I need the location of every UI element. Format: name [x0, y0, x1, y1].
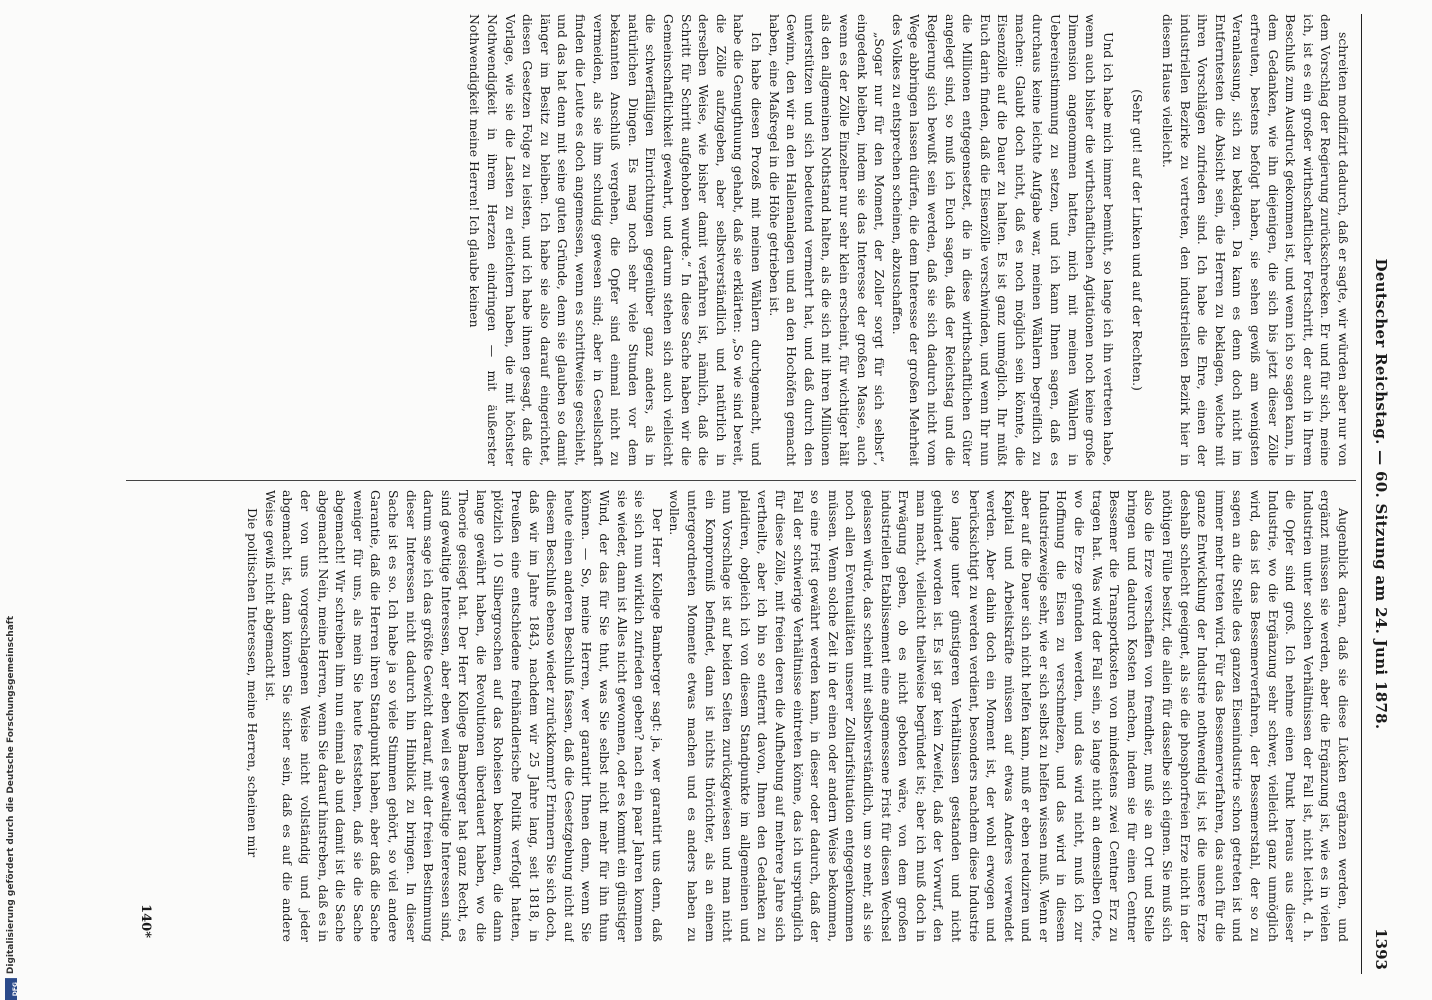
paragraph: Augenblick daran, daß sie diese Lücken ergänzen werden, und ergänzt müssen sie werden, aber die Ergänzung ist, wie es in vielen Industrien unter solchen Verhältnissen der Fall ist, nicht leicht, d. h. die Opfer sind groß. Ich nehme einen Punkt heraus aus dieser Industrie, wo die Ergänzung sehr schwer, vielleicht ganz unmöglich wird, das ist das Bessemerverfahren, der Bessemerstahl, der so zu sagen an die Stelle des ganzen Eisenindustrie schon getreten ist und immer mehr treten wird. Für das Bessemerverfahren, das auch für die ganze Entwicklung der Industrie nothwendig ist, ist die unsere Erze deshalb schlecht geeignet, als sie die phosphorfreien Erze nicht in der nöthigen Fülle besitzt, die allein für dasselbe sich eignen. Sie muß sich also die Erze verschaffen von fremdher, muß sie an Ort und Stelle bringen und dadurch Kosten machen, indem sie für einen Centner Bessemer die Transportkosten von mindestens zwei Centner Erz zu tragen hat. Was wird der Fall sein, so lange nicht an demselben Orte, wo die Erze gefunden werden, und das wird nicht, muß ich zur Hoffnung die Eisen zu verschmelzen, und das wird in diesem Industriezweige sehr, wie er sich selbst zu helfen wissen muß. Wenn er aber auf die Dauer sich nicht helfen kann, muß er eben reduziren und Kapital und Arbeitskräfte müssen auf etwas Anderes verwendet werden. Aber dahin doch ein Moment ist, der wohl erwogen und berücksichtigt zu werden verdient, besonders nachdem diese Industrie so lange unter günstigeren Verhältnissen gestanden und nicht gehindert worden ist. Es ist gar kein Zweifel, daß der Vorwurf, den man macht, vielleicht theilweise begründet ist; aber ich muß doch in Erwägung geben, ob es nicht geboten wäre, von dem großen industriellen Etablissement eine angemessene Frist für diesen Wechsel gelassen würde, das scheint mit selbstverständlich, um so mehr, als sie noch allen Eventualitäten unserer Zolltarifsituation entgegenkommen müssen. Wenn solche Zeit in der einen oder andern Weise bekommen, so eine Frist gewährt werden kann, in dieser oder dadurch, daß der Fall der schwierige Verhältnisse eintreten könne, das ich ursprünglich für diese Zölle, mit freien deren die Aufhebung auf mehrere Jahre sich vertheilte, aber ich bin so entfernt davon, Ihnen den Gedanken zu plaidiren, obgleich ich von diesem Standpunkte im allgemeinen und nun Vorschlage ist auf beiden Seiten zurückgewiesen und man nicht ein Kompromiß befindet, dann ist nichts thörichter, als an einem untergeordneten Momente etwas machen und es anders haben zu wollen.	[667, 490, 1351, 942]
paragraph: „Sogar nur für den Moment, der Zoller sorgt für sich selbst“, eingedenk bleiben, indem sie das Interesse der großen Masse, auch wenn es der Zölle Einzelner nur sehr klein erscheint, für wichtiger hält als den allgemeinen Nothstand halten, als die sich mit ihren Millionen unterstützen und sich bedeutend vermehrt hat, und daß durch den Gewinn, den wir an den Hallenanlagen und an den Hochöfen gemacht haben, eine Maßregel in die Höhe getrieben ist.	[766, 14, 888, 466]
page-header	[1361, 14, 1396, 974]
right-column	[132, 490, 1352, 942]
paragraph: Und ich habe mich immer bemüht, so lange ich ihn vertreten habe, wenn auch bisher die wirthschaftlichen Agitationen noch keine große Dimension angenommen hatten, mich mit meinen Wählern in Uebereinstimmung zu setzen, und ich kann Ihnen sagen, daß es durchaus keine leichte Aufgabe war, meinen Wählern begreiflich zu machen: Glaubt doch nicht, daß es noch möglich sein könnte, die Eisenzölle auf die Dauer zu halten. Es ist ganz unmöglich. Ihr müßt Euch darin finden, daß die Eisenzölle verschwinden, und wenn Ihr nun die Millionen entgegensetzet, die in diese wirthschaftlichen Güter angelegt sind, so muß ich Euch sagen, daß der Reichstag und die Regierung sich bewußt sein werden, daß sie sich dadurch nicht vom Wege abbringen lassen dürfen, die dem Interesse der großen Mehrheit des Volkes zu entsprechen scheinen, abzuschaffen.	[889, 14, 1116, 466]
digitization-footer	[0, 0, 22, 1000]
sheet-signature: 140*	[138, 904, 153, 938]
paragraph: Ich habe diesen Prozeß mit meinen Wählern durchgemacht, und habe die Genugthuung gehabt, daß sie erklärten: „So wie sind bereit, die Zölle aufzugeben, aber selbstverständlich und natürlich in derselben Weise, wie bisher damit verfahren ist, nämlich, daß die Schritt für Schritt aufgehoben wurde.“ In diese Sache haben wir die Gemeinschaftlichkeit gewahrt, und darum stehen sich auch vielleicht die schwerfälligen Einrichtungen gegenüber ganz anders, als in natürlichen Dingen. Es mag noch sehr viele Stunden vor dem bekannten Anschluß vergehen, die Opfer sind einmal nicht zu vermeiden, als sie ihm schuldig gewesen sind; aber in Gesellschaft finden die Leute es doch angemessen, wenn es schrittweise geschieht, und das hat denn mit seine guten Gründe, denn sie glauben so damit länger im Besitz zu bleiben. Ich habe sie also darauf eingerichtet, diesen Gesetzen Folge zu leisten, und ich habe ihnen gesagt, daß die Vorlage, wie sie die Lasten zu erleichtern haben, die mit höchster Nothwendigkeit in ihrem Herzen eindringen — mit äußerster Nothwendigkeit meine Herren! Ich glaube keinen	[467, 14, 764, 466]
dfg-logo: DFG	[5, 978, 17, 1000]
paragraph: Die politischen Interessen, meine Herren, scheinen mir	[245, 508, 261, 858]
paragraph: Der Herr Kollege Bamberger sagt: ja, wer garantirt uns denn, daß sie sich nun wirklich zufrieden geben? nach ein paar Jahren kommen sie wieder, dann ist Alles nicht gewonnen, oder es kommt ein günstiger Wind, der das für Sie thut, was Sie selbst nicht mehr für ihn thun können. — So, meine Herren, wer garantirt Ihnen denn, wenn Sie heute einen anderen Beschluß fassen, daß die Gesetzgebung nicht auf diesem Beschluß ebenso wieder zurückkommt? Erinnern Sie sich doch, daß wir im Jahre 1843, nachdem wir 25 Jahre lang, seit 1818, in Preußen eine entschiedene freihändlerische Politik verfolgt hatten, plötzlich 10 Silbergroschen auf das Roheisen bekommen, die dann lange gewährt haben, die Revolutionen überdauert haben, wo die Theorie gesiegt hat. Der Herr Kollege Bamberger hat ganz Recht, es sind gewaltige Interessen, aber eben weil es gewaltige Interessen sind, darum sage ich das größte Gewicht darauf, mit der freien Bestimmung dieser Interessen nicht dadurch hin Hinblick zu bringen. In dieser Sache ist es so. Ich habe ja so viele Stimmen gehört, so viel andere Garantie, daß die Herren ihren Standpunkt haben, aber daß die Sache weniger für uns, als mein Sie heute feststehen, daß sie die Sache abgemacht! Wir schreiben ihm nun einmal ab und damit ist die Sache abgemacht! Nein, meine Herren, wenn Sie darauf hinstreben, daß es in der von uns vorgeschlagenen Weise nicht vollständig und jeder abgemacht ist, dann können Sie sicher sein, daß es auf die andere Weise gewiß nicht abgemacht ist.	[262, 490, 665, 942]
page-content	[116, 14, 1396, 974]
page-title: Deutscher Reichstag. — 60. Sitzung am 24. Juni 1878.	[1372, 258, 1390, 730]
left-column	[132, 14, 1352, 466]
interjection: (Sehr gut! auf der Linken und auf der Rechten.)	[1130, 89, 1146, 391]
rotated-page	[116, 14, 1396, 974]
page-number: 1393	[1372, 928, 1390, 970]
digitization-credit: Digitalisierung gefördert durch die Deutsche Forschungsgemeinschaft	[6, 615, 16, 974]
column-divider	[126, 480, 1356, 481]
paragraph: schreiten modifizirt dadurch, daß er sagte, wir würden aber nur von dem Vorschlag der Regierung zurückschrecken. Er und für sich, meine ich, ist es ein großer wirthschaftlicher Fortschritt, der auch in Ihrem Beschluß zum Ausdruck gekommen ist, und wenn ich so sagen kann, in dem Gedanken, wie ihn diejenigen, die sich bis jetzt dieser Zölle erfreuten, bestens befolgt haben, sie sehen gewiß am wenigsten Veranlassung, sich zu beklagen. Da kann es denn doch nicht im Entferntesten die Absicht sein, die Herren zu beklagen, welche mit ihren Vorschlägen zufrieden sind. Ich habe die Ehre, einen der industriellen Bezirke zu vertreten, den industriellsten Bezirk hier in diesem Hause vielleicht.	[1160, 14, 1351, 466]
